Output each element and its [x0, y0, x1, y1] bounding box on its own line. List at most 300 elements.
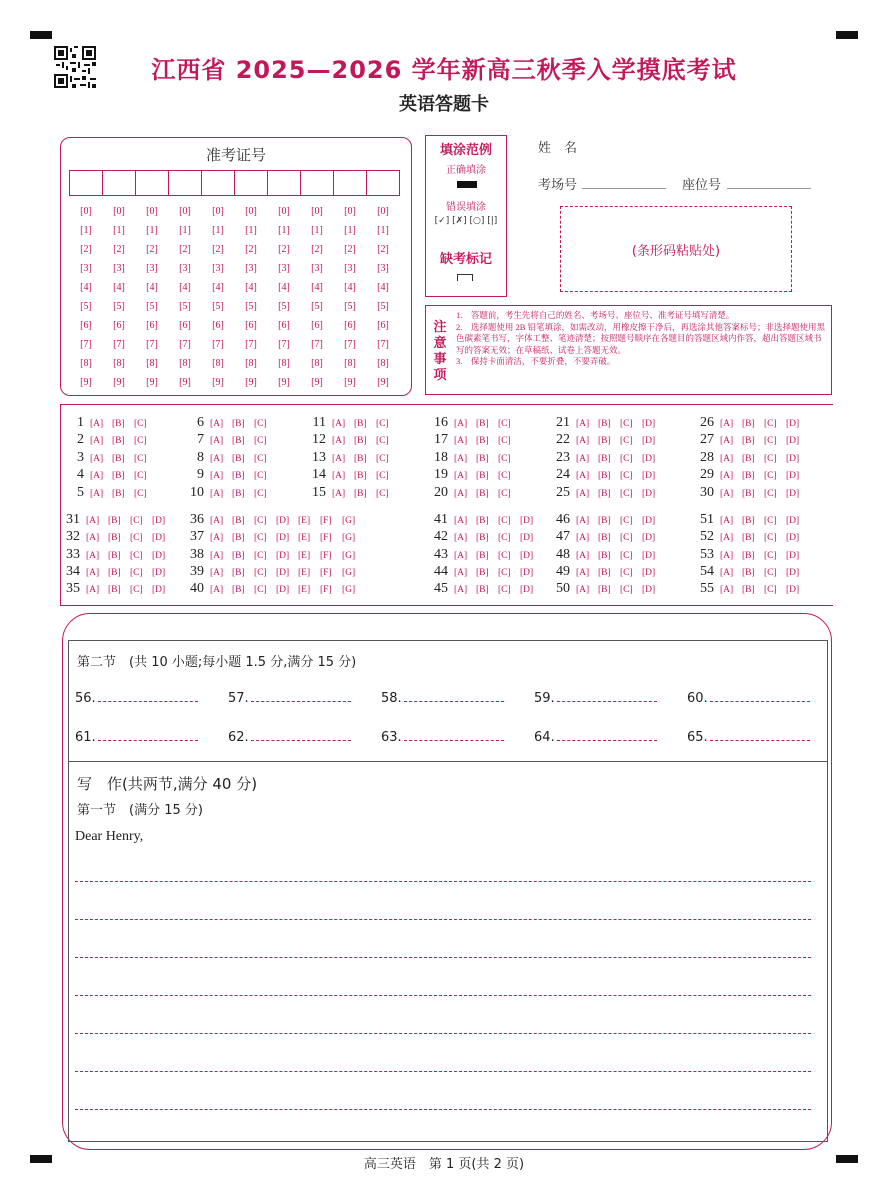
option-bubble[interactable]: [B]: [108, 516, 121, 526]
id-digit-bubble[interactable]: [1]: [344, 225, 356, 236]
option-bubble[interactable]: [A]: [576, 471, 590, 481]
id-digit-bubble[interactable]: [8]: [311, 358, 323, 369]
id-digit-bubble[interactable]: [5]: [344, 301, 356, 312]
option-bubble[interactable]: [E]: [298, 585, 311, 595]
id-digit-bubble[interactable]: [2]: [113, 244, 125, 255]
option-bubble[interactable]: [C]: [498, 516, 511, 526]
option-bubble[interactable]: [B]: [476, 489, 489, 499]
id-digit-cell[interactable]: [69, 170, 103, 196]
option-bubble[interactable]: [B]: [232, 568, 245, 578]
writing-line[interactable]: [75, 1109, 811, 1110]
blank-61[interactable]: [75, 730, 198, 745]
option-bubble[interactable]: [G]: [342, 585, 356, 595]
option-bubble[interactable]: [C]: [764, 585, 777, 595]
id-digit-bubble[interactable]: [5]: [245, 301, 257, 312]
option-bubble[interactable]: [C]: [498, 533, 511, 543]
option-bubble[interactable]: [A]: [576, 568, 590, 578]
id-digit-bubble[interactable]: [7]: [146, 339, 158, 350]
option-bubble[interactable]: [E]: [298, 551, 311, 561]
blank-62[interactable]: [228, 730, 351, 745]
id-digit-bubble[interactable]: [6]: [377, 320, 389, 331]
id-digit-bubble[interactable]: [1]: [212, 225, 224, 236]
id-digit-bubble[interactable]: [1]: [245, 225, 257, 236]
option-bubble[interactable]: [D]: [642, 533, 656, 543]
id-digit-bubble[interactable]: [2]: [80, 244, 92, 255]
option-bubble[interactable]: [A]: [86, 551, 100, 561]
id-digit-bubble[interactable]: [6]: [146, 320, 158, 331]
id-digit-bubble[interactable]: [2]: [278, 244, 290, 255]
id-digit-bubble[interactable]: [9]: [245, 377, 257, 388]
id-digit-bubble[interactable]: [2]: [344, 244, 356, 255]
option-bubble[interactable]: [D]: [152, 585, 166, 595]
id-digit-cell[interactable]: [267, 170, 301, 196]
id-digit-bubble[interactable]: [9]: [344, 377, 356, 388]
option-bubble[interactable]: [B]: [598, 489, 611, 499]
option-bubble[interactable]: [B]: [108, 568, 121, 578]
option-bubble[interactable]: [C]: [254, 436, 267, 446]
option-bubble[interactable]: [B]: [354, 436, 367, 446]
option-bubble[interactable]: [A]: [576, 436, 590, 446]
option-bubble[interactable]: [B]: [476, 585, 489, 595]
id-digit-bubble[interactable]: [4]: [245, 282, 257, 293]
option-bubble[interactable]: [B]: [108, 551, 121, 561]
id-digit-bubble[interactable]: [6]: [245, 320, 257, 331]
option-bubble[interactable]: [C]: [134, 454, 147, 464]
option-bubble[interactable]: [C]: [620, 568, 633, 578]
id-digit-bubble[interactable]: [4]: [113, 282, 125, 293]
option-bubble[interactable]: [G]: [342, 551, 356, 561]
writing-line[interactable]: [75, 1071, 811, 1072]
option-bubble[interactable]: [D]: [642, 585, 656, 595]
option-bubble[interactable]: [B]: [598, 419, 611, 429]
id-digit-cell[interactable]: [135, 170, 169, 196]
id-digit-bubble[interactable]: [9]: [311, 377, 323, 388]
option-bubble[interactable]: [C]: [254, 568, 267, 578]
writing-line[interactable]: [75, 919, 811, 920]
writing-line[interactable]: [75, 881, 811, 882]
id-digit-bubble[interactable]: [3]: [377, 263, 389, 274]
id-digit-bubble[interactable]: [7]: [311, 339, 323, 350]
id-digit-bubble[interactable]: [4]: [146, 282, 158, 293]
option-bubble[interactable]: [A]: [332, 419, 346, 429]
id-digit-bubble[interactable]: [8]: [179, 358, 191, 369]
option-bubble[interactable]: [C]: [498, 585, 511, 595]
option-bubble[interactable]: [C]: [254, 419, 267, 429]
option-bubble[interactable]: [C]: [764, 419, 777, 429]
id-digit-cell[interactable]: [366, 170, 400, 196]
option-bubble[interactable]: [C]: [764, 471, 777, 481]
id-digit-bubble[interactable]: [3]: [344, 263, 356, 274]
option-bubble[interactable]: [B]: [742, 568, 755, 578]
option-bubble[interactable]: [D]: [152, 551, 166, 561]
writing-line[interactable]: [75, 995, 811, 996]
id-digit-bubble[interactable]: [7]: [80, 339, 92, 350]
option-bubble[interactable]: [C]: [254, 516, 267, 526]
option-bubble[interactable]: [A]: [210, 533, 224, 543]
option-bubble[interactable]: [A]: [576, 585, 590, 595]
option-bubble[interactable]: [B]: [232, 471, 245, 481]
option-bubble[interactable]: [A]: [454, 568, 468, 578]
option-bubble[interactable]: [A]: [210, 551, 224, 561]
option-bubble[interactable]: [D]: [276, 516, 290, 526]
id-digit-bubble[interactable]: [6]: [212, 320, 224, 331]
option-bubble[interactable]: [A]: [720, 419, 734, 429]
option-bubble[interactable]: [B]: [476, 551, 489, 561]
option-bubble[interactable]: [A]: [576, 551, 590, 561]
id-digit-bubble[interactable]: [4]: [377, 282, 389, 293]
id-digit-bubble[interactable]: [7]: [344, 339, 356, 350]
id-digit-bubble[interactable]: [3]: [80, 263, 92, 274]
option-bubble[interactable]: [A]: [210, 516, 224, 526]
option-bubble[interactable]: [D]: [520, 551, 534, 561]
option-bubble[interactable]: [A]: [454, 516, 468, 526]
option-bubble[interactable]: [D]: [152, 516, 166, 526]
option-bubble[interactable]: [A]: [576, 419, 590, 429]
id-digit-bubble[interactable]: [0]: [212, 206, 224, 217]
option-bubble[interactable]: [B]: [598, 533, 611, 543]
option-bubble[interactable]: [D]: [642, 454, 656, 464]
option-bubble[interactable]: [A]: [720, 489, 734, 499]
writing-line[interactable]: [75, 957, 811, 958]
option-bubble[interactable]: [A]: [210, 471, 224, 481]
option-bubble[interactable]: [C]: [130, 585, 143, 595]
id-digit-bubble[interactable]: [8]: [146, 358, 158, 369]
option-bubble[interactable]: [B]: [476, 568, 489, 578]
option-bubble[interactable]: [C]: [620, 471, 633, 481]
option-bubble[interactable]: [C]: [376, 471, 389, 481]
option-bubble[interactable]: [A]: [720, 454, 734, 464]
option-bubble[interactable]: [C]: [130, 551, 143, 561]
option-bubble[interactable]: [A]: [720, 533, 734, 543]
option-bubble[interactable]: [A]: [210, 568, 224, 578]
id-digit-bubble[interactable]: [0]: [245, 206, 257, 217]
id-digit-bubble[interactable]: [8]: [278, 358, 290, 369]
option-bubble[interactable]: [D]: [786, 471, 800, 481]
id-digit-bubble[interactable]: [9]: [146, 377, 158, 388]
option-bubble[interactable]: [G]: [342, 568, 356, 578]
id-digit-cell[interactable]: [201, 170, 235, 196]
id-digit-bubble[interactable]: [3]: [179, 263, 191, 274]
option-bubble[interactable]: [D]: [520, 533, 534, 543]
option-bubble[interactable]: [A]: [90, 436, 104, 446]
option-bubble[interactable]: [G]: [342, 516, 356, 526]
option-bubble[interactable]: [B]: [112, 471, 125, 481]
option-bubble[interactable]: [D]: [276, 533, 290, 543]
option-bubble[interactable]: [C]: [376, 419, 389, 429]
option-bubble[interactable]: [D]: [276, 585, 290, 595]
option-bubble[interactable]: [D]: [642, 568, 656, 578]
id-digit-bubble[interactable]: [1]: [377, 225, 389, 236]
id-digit-bubble[interactable]: [2]: [311, 244, 323, 255]
option-bubble[interactable]: [B]: [742, 471, 755, 481]
option-bubble[interactable]: [C]: [498, 489, 511, 499]
id-digit-bubble[interactable]: [2]: [377, 244, 389, 255]
option-bubble[interactable]: [C]: [498, 551, 511, 561]
id-digit-bubble[interactable]: [7]: [113, 339, 125, 350]
option-bubble[interactable]: [D]: [786, 489, 800, 499]
id-digit-bubble[interactable]: [4]: [344, 282, 356, 293]
option-bubble[interactable]: [D]: [786, 568, 800, 578]
id-digit-bubble[interactable]: [4]: [311, 282, 323, 293]
option-bubble[interactable]: [A]: [720, 568, 734, 578]
id-digit-cell[interactable]: [168, 170, 202, 196]
id-digit-cell[interactable]: [234, 170, 268, 196]
id-digit-bubble[interactable]: [6]: [344, 320, 356, 331]
blank-56[interactable]: [75, 691, 198, 706]
option-bubble[interactable]: [B]: [742, 551, 755, 561]
option-bubble[interactable]: [C]: [764, 568, 777, 578]
option-bubble[interactable]: [C]: [764, 489, 777, 499]
id-digit-bubble[interactable]: [7]: [278, 339, 290, 350]
option-bubble[interactable]: [C]: [254, 454, 267, 464]
id-digit-bubble[interactable]: [2]: [179, 244, 191, 255]
option-bubble[interactable]: [B]: [232, 419, 245, 429]
blank-63[interactable]: [381, 730, 504, 745]
option-bubble[interactable]: [D]: [642, 489, 656, 499]
option-bubble[interactable]: [D]: [786, 585, 800, 595]
option-bubble[interactable]: [E]: [298, 568, 311, 578]
option-bubble[interactable]: [A]: [576, 516, 590, 526]
blank-59[interactable]: [534, 691, 657, 706]
option-bubble[interactable]: [C]: [254, 489, 267, 499]
option-bubble[interactable]: [B]: [742, 585, 755, 595]
id-digit-bubble[interactable]: [3]: [245, 263, 257, 274]
id-digit-bubble[interactable]: [2]: [212, 244, 224, 255]
blank-58[interactable]: [381, 691, 504, 706]
id-digit-bubble[interactable]: [5]: [278, 301, 290, 312]
option-bubble[interactable]: [A]: [332, 489, 346, 499]
id-digit-bubble[interactable]: [1]: [113, 225, 125, 236]
id-digit-bubble[interactable]: [4]: [278, 282, 290, 293]
id-digit-bubble[interactable]: [0]: [146, 206, 158, 217]
option-bubble[interactable]: [B]: [598, 516, 611, 526]
id-digit-bubble[interactable]: [2]: [146, 244, 158, 255]
id-digit-cell[interactable]: [102, 170, 136, 196]
option-bubble[interactable]: [B]: [476, 516, 489, 526]
option-bubble[interactable]: [C]: [498, 436, 511, 446]
option-bubble[interactable]: [B]: [598, 436, 611, 446]
id-digit-bubble[interactable]: [4]: [212, 282, 224, 293]
id-digit-bubble[interactable]: [9]: [278, 377, 290, 388]
writing-line[interactable]: [75, 1033, 811, 1034]
id-digit-bubble[interactable]: [9]: [179, 377, 191, 388]
id-digit-bubble[interactable]: [7]: [212, 339, 224, 350]
option-bubble[interactable]: [B]: [476, 454, 489, 464]
option-bubble[interactable]: [D]: [152, 533, 166, 543]
option-bubble[interactable]: [A]: [454, 419, 468, 429]
id-digit-bubble[interactable]: [8]: [80, 358, 92, 369]
option-bubble[interactable]: [C]: [254, 533, 267, 543]
option-bubble[interactable]: [D]: [786, 454, 800, 464]
id-digit-bubble[interactable]: [4]: [80, 282, 92, 293]
option-bubble[interactable]: [E]: [298, 533, 311, 543]
option-bubble[interactable]: [B]: [112, 489, 125, 499]
id-digit-bubble[interactable]: [9]: [212, 377, 224, 388]
id-digit-bubble[interactable]: [8]: [212, 358, 224, 369]
id-digit-bubble[interactable]: [5]: [377, 301, 389, 312]
option-bubble[interactable]: [A]: [454, 533, 468, 543]
id-digit-bubble[interactable]: [5]: [146, 301, 158, 312]
option-bubble[interactable]: [B]: [232, 551, 245, 561]
id-digit-bubble[interactable]: [0]: [311, 206, 323, 217]
option-bubble[interactable]: [A]: [86, 585, 100, 595]
option-bubble[interactable]: [B]: [476, 533, 489, 543]
option-bubble[interactable]: [D]: [786, 551, 800, 561]
option-bubble[interactable]: [C]: [254, 551, 267, 561]
option-bubble[interactable]: [D]: [520, 568, 534, 578]
option-bubble[interactable]: [B]: [598, 585, 611, 595]
option-bubble[interactable]: [F]: [320, 585, 332, 595]
blank-60[interactable]: [687, 691, 810, 706]
option-bubble[interactable]: [B]: [112, 419, 125, 429]
id-digit-bubble[interactable]: [0]: [179, 206, 191, 217]
option-bubble[interactable]: [D]: [786, 516, 800, 526]
option-bubble[interactable]: [A]: [86, 568, 100, 578]
id-digit-bubble[interactable]: [8]: [344, 358, 356, 369]
blank-65[interactable]: [687, 730, 810, 745]
option-bubble[interactable]: [A]: [210, 419, 224, 429]
option-bubble[interactable]: [C]: [376, 436, 389, 446]
option-bubble[interactable]: [A]: [720, 516, 734, 526]
option-bubble[interactable]: [B]: [598, 568, 611, 578]
option-bubble[interactable]: [F]: [320, 551, 332, 561]
option-bubble[interactable]: [B]: [476, 419, 489, 429]
id-digit-cell[interactable]: [300, 170, 334, 196]
option-bubble[interactable]: [C]: [134, 436, 147, 446]
option-bubble[interactable]: [D]: [520, 585, 534, 595]
id-digit-cell[interactable]: [333, 170, 367, 196]
option-bubble[interactable]: [C]: [620, 436, 633, 446]
option-bubble[interactable]: [A]: [454, 551, 468, 561]
option-bubble[interactable]: [C]: [498, 419, 511, 429]
id-digit-bubble[interactable]: [6]: [179, 320, 191, 331]
id-digit-bubble[interactable]: [2]: [245, 244, 257, 255]
option-bubble[interactable]: [D]: [152, 568, 166, 578]
option-bubble[interactable]: [A]: [90, 471, 104, 481]
option-bubble[interactable]: [C]: [130, 568, 143, 578]
id-digit-bubble[interactable]: [5]: [212, 301, 224, 312]
option-bubble[interactable]: [B]: [108, 533, 121, 543]
option-bubble[interactable]: [A]: [454, 471, 468, 481]
id-digit-bubble[interactable]: [5]: [113, 301, 125, 312]
id-digit-bubble[interactable]: [0]: [80, 206, 92, 217]
option-bubble[interactable]: [C]: [134, 489, 147, 499]
option-bubble[interactable]: [B]: [742, 419, 755, 429]
option-bubble[interactable]: [B]: [354, 454, 367, 464]
option-bubble[interactable]: [A]: [90, 489, 104, 499]
option-bubble[interactable]: [A]: [332, 436, 346, 446]
option-bubble[interactable]: [D]: [642, 551, 656, 561]
option-bubble[interactable]: [C]: [620, 533, 633, 543]
option-bubble[interactable]: [A]: [454, 454, 468, 464]
id-digit-bubble[interactable]: [5]: [80, 301, 92, 312]
id-digit-bubble[interactable]: [6]: [80, 320, 92, 331]
option-bubble[interactable]: [C]: [130, 516, 143, 526]
option-bubble[interactable]: [B]: [354, 489, 367, 499]
id-digit-bubble[interactable]: [9]: [80, 377, 92, 388]
option-bubble[interactable]: [B]: [742, 454, 755, 464]
option-bubble[interactable]: [B]: [476, 436, 489, 446]
option-bubble[interactable]: [D]: [786, 419, 800, 429]
option-bubble[interactable]: [B]: [598, 551, 611, 561]
option-bubble[interactable]: [C]: [764, 551, 777, 561]
option-bubble[interactable]: [A]: [90, 454, 104, 464]
option-bubble[interactable]: [C]: [254, 585, 267, 595]
id-digit-bubble[interactable]: [1]: [146, 225, 158, 236]
option-bubble[interactable]: [A]: [454, 585, 468, 595]
id-digit-bubble[interactable]: [7]: [179, 339, 191, 350]
option-bubble[interactable]: [C]: [130, 533, 143, 543]
id-digit-bubble[interactable]: [7]: [377, 339, 389, 350]
id-digit-bubble[interactable]: [1]: [80, 225, 92, 236]
option-bubble[interactable]: [B]: [232, 533, 245, 543]
id-digit-bubble[interactable]: [0]: [344, 206, 356, 217]
option-bubble[interactable]: [B]: [742, 533, 755, 543]
option-bubble[interactable]: [C]: [620, 551, 633, 561]
id-digit-bubble[interactable]: [5]: [179, 301, 191, 312]
option-bubble[interactable]: [C]: [620, 419, 633, 429]
id-digit-bubble[interactable]: [7]: [245, 339, 257, 350]
option-bubble[interactable]: [E]: [298, 516, 311, 526]
id-digit-bubble[interactable]: [0]: [113, 206, 125, 217]
option-bubble[interactable]: [B]: [742, 516, 755, 526]
option-bubble[interactable]: [C]: [134, 471, 147, 481]
blank-64[interactable]: [534, 730, 657, 745]
option-bubble[interactable]: [B]: [232, 516, 245, 526]
id-digit-bubble[interactable]: [0]: [377, 206, 389, 217]
option-bubble[interactable]: [C]: [134, 419, 147, 429]
option-bubble[interactable]: [B]: [232, 436, 245, 446]
option-bubble[interactable]: [C]: [764, 516, 777, 526]
option-bubble[interactable]: [A]: [210, 454, 224, 464]
option-bubble[interactable]: [A]: [576, 533, 590, 543]
option-bubble[interactable]: [A]: [86, 516, 100, 526]
id-digit-bubble[interactable]: [5]: [311, 301, 323, 312]
option-bubble[interactable]: [B]: [232, 489, 245, 499]
option-bubble[interactable]: [C]: [764, 533, 777, 543]
option-bubble[interactable]: [A]: [90, 419, 104, 429]
blank-57[interactable]: [228, 691, 351, 706]
option-bubble[interactable]: [D]: [642, 436, 656, 446]
option-bubble[interactable]: [B]: [108, 585, 121, 595]
option-bubble[interactable]: [B]: [112, 436, 125, 446]
option-bubble[interactable]: [C]: [620, 516, 633, 526]
id-digit-bubble[interactable]: [3]: [212, 263, 224, 274]
option-bubble[interactable]: [D]: [276, 568, 290, 578]
option-bubble[interactable]: [B]: [112, 454, 125, 464]
option-bubble[interactable]: [C]: [498, 454, 511, 464]
id-digit-bubble[interactable]: [9]: [113, 377, 125, 388]
option-bubble[interactable]: [A]: [210, 489, 224, 499]
option-bubble[interactable]: [A]: [332, 454, 346, 464]
option-bubble[interactable]: [A]: [720, 551, 734, 561]
id-digit-bubble[interactable]: [3]: [311, 263, 323, 274]
option-bubble[interactable]: [C]: [620, 585, 633, 595]
option-bubble[interactable]: [A]: [454, 436, 468, 446]
option-bubble[interactable]: [C]: [764, 454, 777, 464]
id-digit-bubble[interactable]: [0]: [278, 206, 290, 217]
id-digit-bubble[interactable]: [6]: [311, 320, 323, 331]
option-bubble[interactable]: [A]: [576, 489, 590, 499]
id-digit-bubble[interactable]: [3]: [113, 263, 125, 274]
option-bubble[interactable]: [A]: [720, 585, 734, 595]
id-digit-bubble[interactable]: [8]: [377, 358, 389, 369]
option-bubble[interactable]: [D]: [642, 516, 656, 526]
id-digit-bubble[interactable]: [1]: [278, 225, 290, 236]
option-bubble[interactable]: [C]: [254, 471, 267, 481]
option-bubble[interactable]: [D]: [642, 471, 656, 481]
option-bubble[interactable]: [B]: [476, 471, 489, 481]
